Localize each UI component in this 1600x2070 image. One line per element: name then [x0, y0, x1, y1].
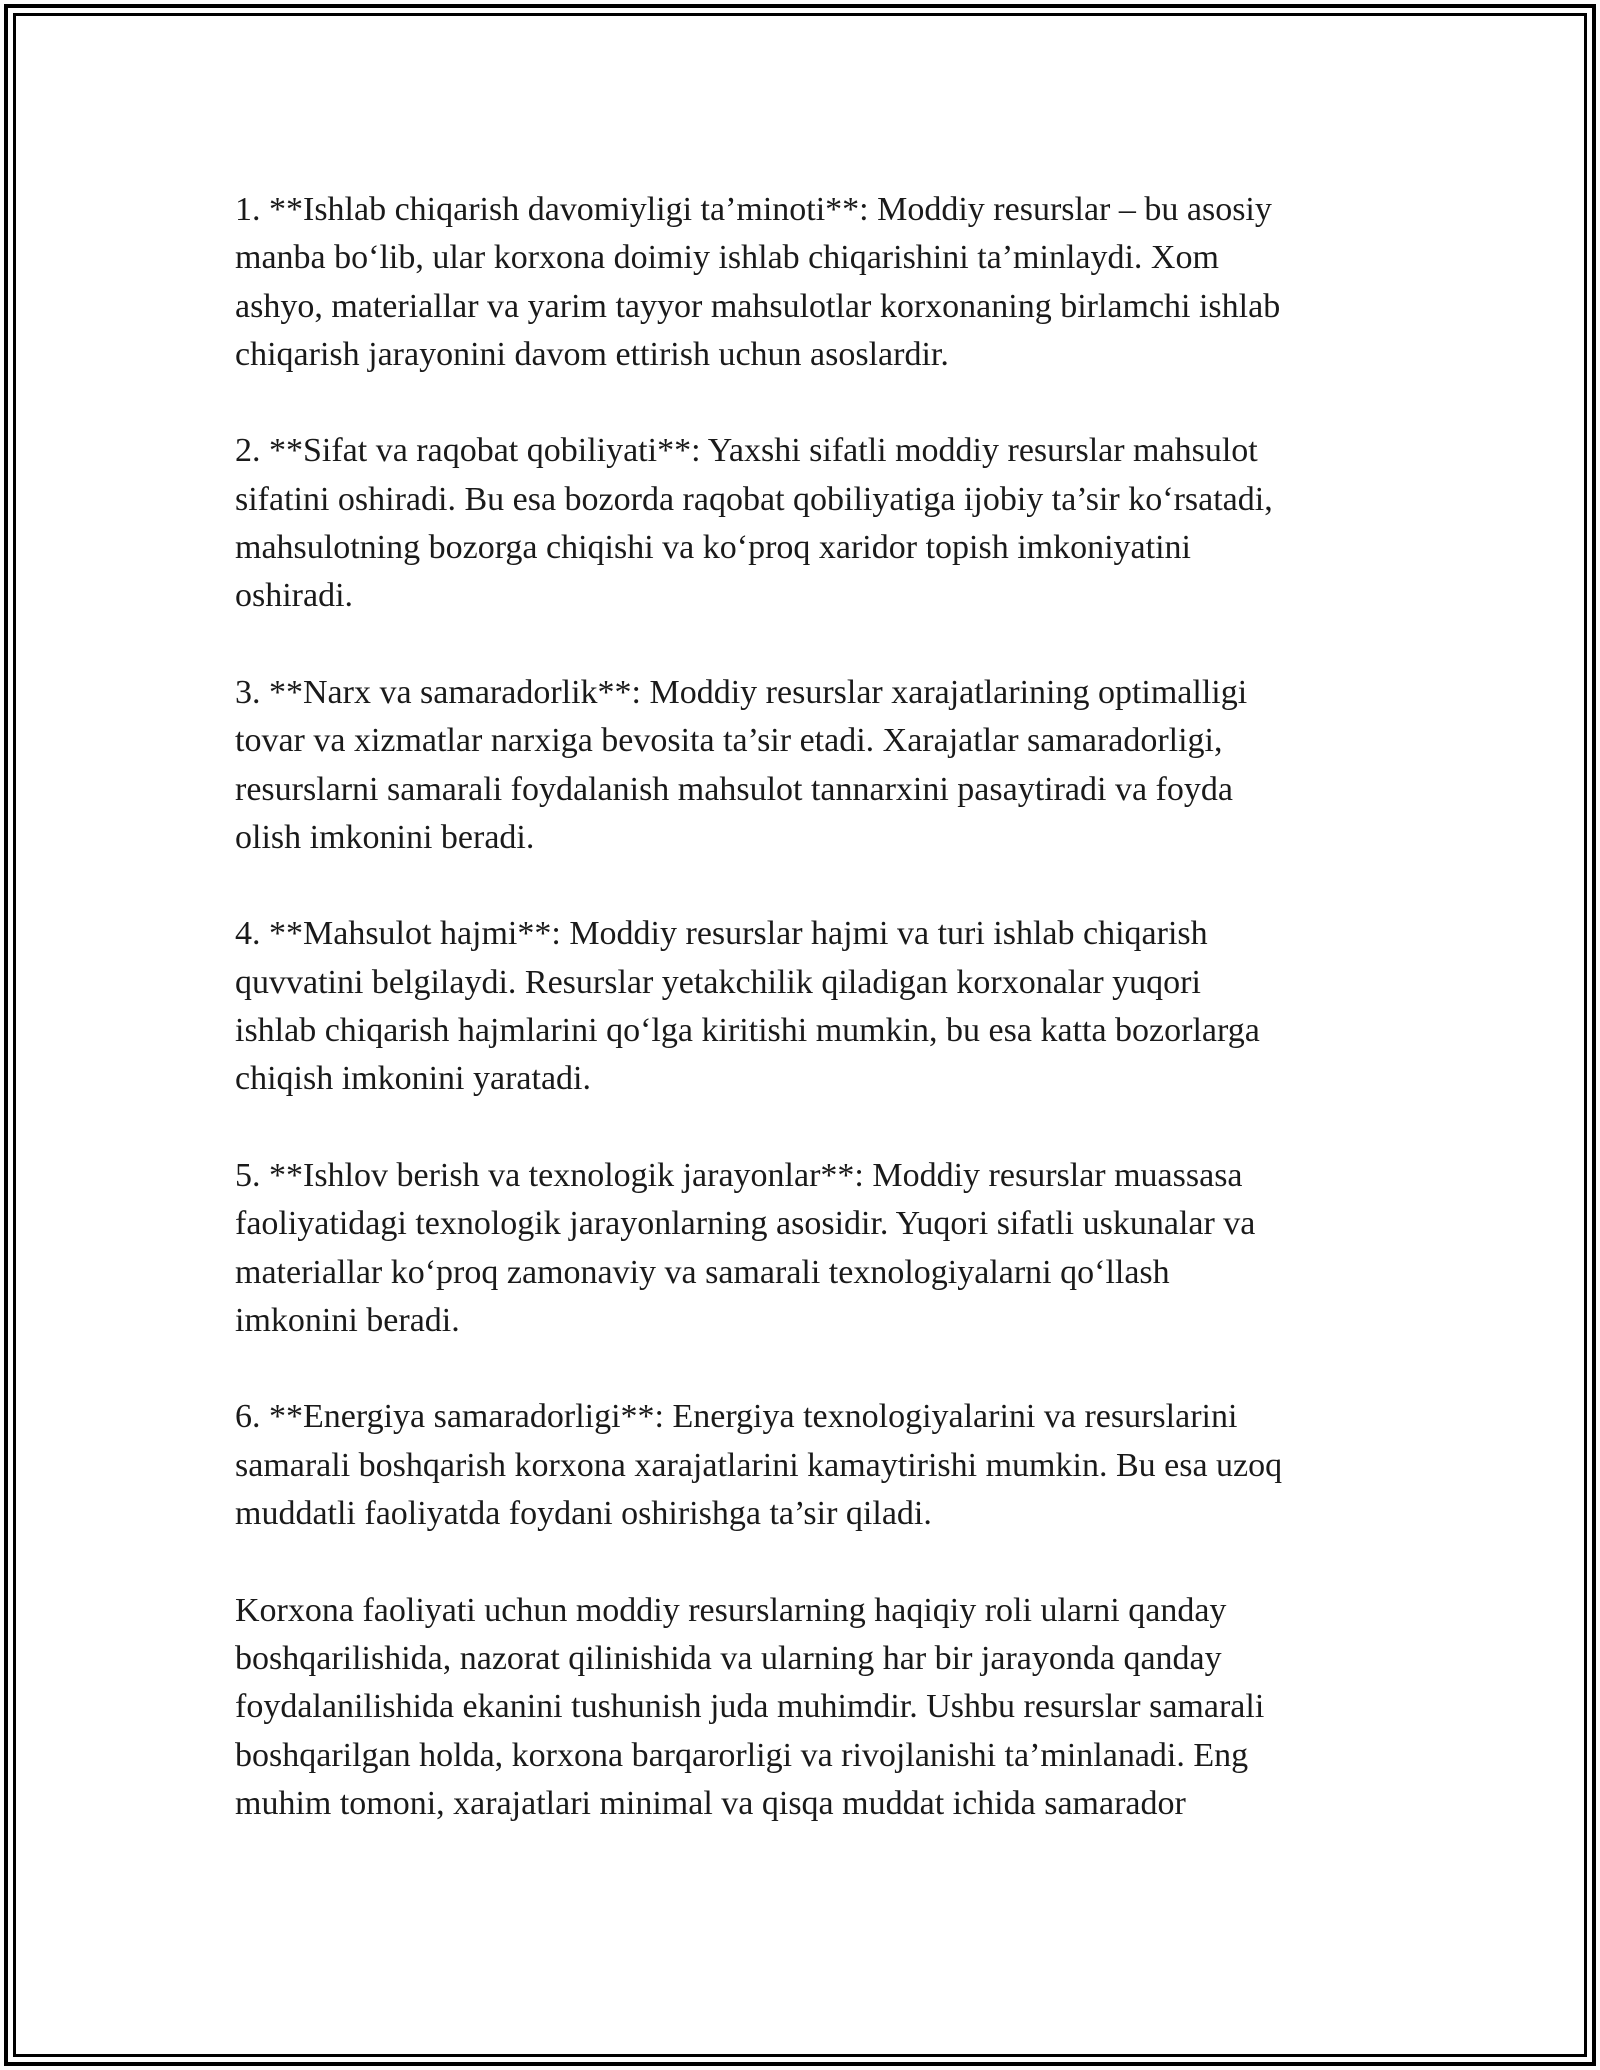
- paragraph-item-3: 3. **Narx va samaradorlik**: Moddiy resurslar xarajatlarining optimalligi tovar va xizmatlar narxiga bevosita ta’sir etadi. Xarajatlar samaradorligi, resurslarni samarali foydalanish mahsulot tannarxini pasaytiradi va foyda olish imkonini beradi.: [235, 673, 1248, 856]
- paragraph-item-2: 2. **Sifat va raqobat qobiliyati**: Yaxshi sifatli moddiy resurslar mahsulot sifatini oshiradi. Bu esa bozorda raqobat qobiliyatiga ijobiy ta’sir ko‘rsatadi, mahsulotning bozorga chiqishi va ko‘proq xaridor topish imkoniyatini oshiradi.: [235, 432, 1273, 615]
- paragraph-item-5: 5. **Ishlov berish va texnologik jarayonlar**: Moddiy resurslar muassasa faoliyatidagi texnologik jarayonlarning asosidir. Yuqori sifatli uskunalar va materiallar ko‘proq zamonaviy va samarali texnologiyalarni qo‘llash imkonini beradi.: [235, 1156, 1256, 1339]
- paragraph-item-1: 1. **Ishlab chiqarish davomiyligi ta’minoti**: Moddiy resurslar – bu asosiy manba bo‘lib, ular korxona doimiy ishlab chiqarishini ta’minlaydi. Xom ashyo, materiallar va yarim tayyor mahsulotlar korxonaning birlamchi ishlab chiqarish jarayonini davom ettirish uchun asoslardir.: [235, 191, 1281, 373]
- document-body: [235, 186, 1385, 1828]
- paragraph-item-6: 6. **Energiya samaradorligi**: Energiya texnologiyalarini va resurslarini samarali boshqarish korxona xarajatlarini kamaytirishi mumkin. Bu esa uzoq muddatli faoliyatda foydani oshirishga ta’sir qiladi.: [235, 1398, 1283, 1533]
- paragraph-item-4: 4. **Mahsulot hajmi**: Moddiy resurslar hajmi va turi ishlab chiqarish quvvatini belgilaydi. Resurslar yetakchilik qiladigan korxonalar yuqori ishlab chiqarish hajmlarini qo‘lga kiritishi mumkin, bu esa katta bozorlarga chiqish imkonini yaratadi.: [235, 915, 1260, 1098]
- conclusion-paragraph: Korxona faoliyati uchun moddiy resurslarning haqiqiy roli ularni qanday boshqarilishida, nazorat qilinishida va ularning har bir jarayonda qanday foydalanilishida ekanini tushunish juda muhimdir. Ushbu resurslar samarali boshqarilgan holda, korxona barqarorligi va rivojlanishi ta’minlanadi. Eng muhim tomoni, xarajatlari minimal va qisqa muddat ichida samarador: [235, 1591, 1265, 1822]
